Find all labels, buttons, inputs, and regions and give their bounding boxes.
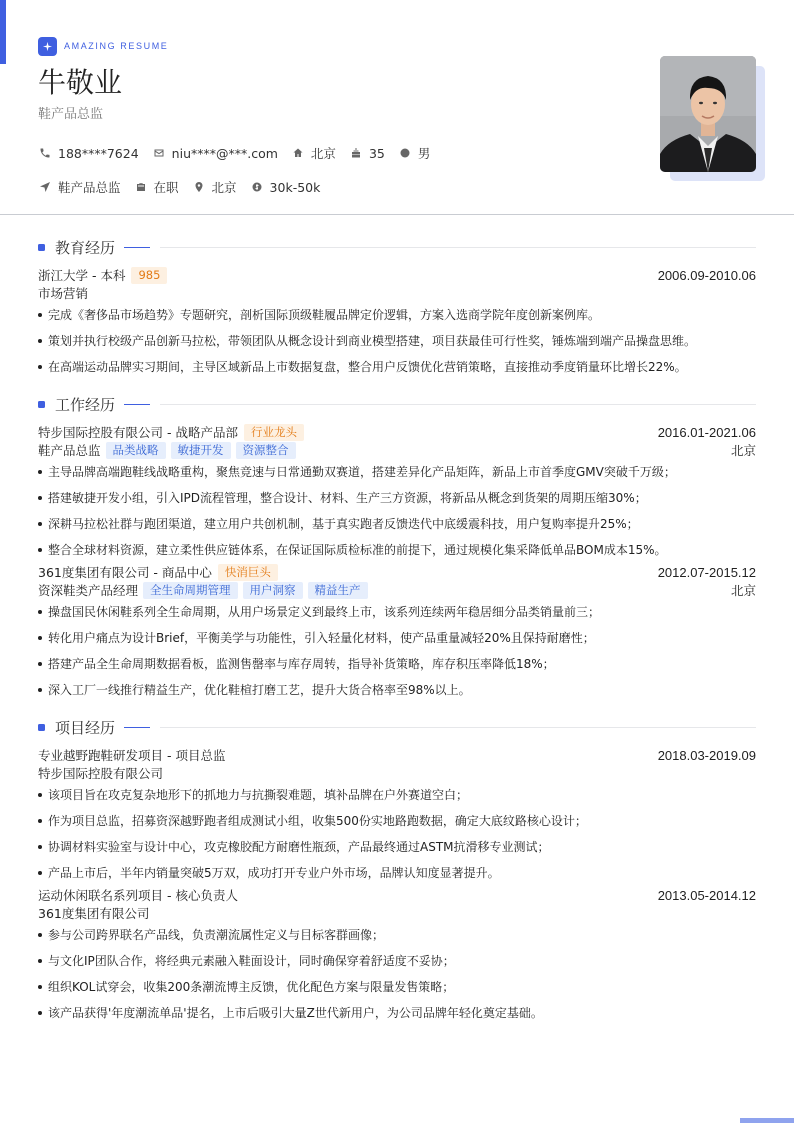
section-accent-line (124, 247, 150, 248)
section-accent-line (124, 727, 150, 728)
entry-subheader (38, 904, 756, 922)
phone-icon (38, 146, 52, 160)
send-icon (38, 180, 52, 194)
school-tag: 985 (131, 267, 167, 284)
list-item: 产品上市后，半年内销量突破5万双，成功打开专业户外市场，品牌认知度显著提升。 (38, 864, 756, 882)
list-item: 该项目旨在攻克复杂地形下的抓地力与抗撕裂难题，填补品牌在户外赛道空白； (38, 786, 756, 804)
gender-item (398, 144, 431, 162)
list-item: 组织KOL试穿会，收集200条潮流博主反馈，优化配色方案与限量发售策略； (38, 978, 756, 996)
email-value: niu****@***.com (171, 145, 278, 161)
cake-icon (349, 146, 363, 160)
target-position-value: 鞋产品总监 (58, 180, 121, 195)
skill-tag: 全生命周期管理 (143, 582, 238, 599)
location-pin-icon (192, 180, 206, 194)
work-section-title (38, 394, 756, 414)
entry-subheader (38, 284, 756, 302)
city-item (291, 144, 336, 162)
work-entry (38, 423, 756, 559)
list-item: 操盘国民休闲鞋系列全生命周期，从用户场景定义到最终上市，该系列连续两年稳居细分品类销量前三； (38, 603, 756, 621)
list-item: 该产品获得'年度潮流单品'提名，上市后吸引大量Z世代新用户，为公司品牌年轻化奠定基础。 (38, 1004, 756, 1022)
phone-value: 188****7624 (58, 145, 139, 161)
entry-header (38, 746, 756, 764)
section-rule (160, 404, 756, 405)
person-title: 鞋产品总监 (38, 107, 104, 122)
project-bullets (38, 786, 756, 882)
entry-header (38, 886, 756, 904)
left-accent-bar (0, 0, 6, 64)
list-item: 深入工厂一线推行精益生产，优化鞋楦打磨工艺，提升大货合格率至98%以上。 (38, 681, 756, 699)
company-name: 特步国际控股有限公司 - 战略产品部 (38, 425, 238, 440)
gender-value: 男 (417, 146, 431, 161)
section-heading: 教育经历 (55, 238, 116, 257)
skill-tag: 精益生产 (308, 582, 368, 599)
skill-tag: 敏捷开发 (171, 442, 231, 459)
section-heading: 工作经历 (55, 395, 116, 414)
project-bullets (38, 926, 756, 1022)
gender-icon (398, 146, 412, 160)
section-accent-line (124, 404, 150, 405)
work-bullets (38, 603, 756, 699)
briefcase-icon (134, 180, 148, 194)
project-date: 2013.05-2014.12 (657, 887, 756, 903)
project-date: 2018.03-2019.09 (657, 747, 756, 763)
home-icon (291, 146, 305, 160)
job-intent-row (38, 178, 638, 196)
project-company: 361度集团有限公司 (38, 906, 150, 921)
skill-tag: 用户洞察 (243, 582, 303, 599)
entry-subheader (38, 441, 756, 459)
target-city-item (192, 178, 237, 196)
education-date: 2006.09-2010.06 (657, 267, 756, 283)
sparkle-icon (38, 37, 57, 56)
list-item: 在高端运动品牌实习期间，主导区域新品上市数据复盘，整合用户反馈优化营销策略，直接推动季度销量环比增长22%。 (38, 358, 756, 376)
mail-icon (152, 146, 166, 160)
email-item (152, 146, 278, 161)
salary-item (250, 180, 321, 195)
city-value: 北京 (310, 146, 336, 161)
position: 鞋产品总监 (38, 443, 101, 458)
target-position-item (38, 178, 121, 196)
list-item: 与文化IP团队合作，将经典元素融入鞋面设计，同时确保穿着舒适度不妥协； (38, 952, 756, 970)
person-name: 牛敬业 (38, 66, 123, 99)
work-location: 北京 (730, 443, 756, 458)
resume-header (38, 36, 638, 196)
education-bullets (38, 306, 756, 376)
list-item: 整合全球材料资源，建立柔性供应链体系，在保证国际质检标准的前提下，通过规模化集采降低单品BOM成本15%。 (38, 541, 756, 559)
company-name: 361度集团有限公司 - 商品中心 (38, 565, 212, 580)
age-value: 35 (368, 145, 385, 161)
profile-photo (660, 56, 765, 181)
list-item: 深耕马拉松社群与跑团渠道，建立用户共创机制，基于真实跑者反馈迭代中底缓震科技，用户复购率提升25%； (38, 515, 756, 533)
project-entry (38, 746, 756, 882)
target-city-value: 北京 (211, 180, 237, 195)
list-item: 参与公司跨界联名产品线，负责潮流属性定义与目标客群画像； (38, 926, 756, 944)
list-item: 作为项目总监，招募资深越野跑者组成测试小组，收集500份实地路跑数据，确定大底纹路核心设计； (38, 812, 756, 830)
list-item: 搭建产品全生命周期数据看板，监测售罄率与库存周转，指导补货策略，库存积压率降低18%； (38, 655, 756, 673)
list-item: 转化用户痛点为设计Brief，平衡美学与功能性，引入轻量化材料，使产品重量减轻20%且保持耐磨性； (38, 629, 756, 647)
company-tag: 行业龙头 (244, 424, 304, 441)
entry-header (38, 423, 756, 441)
education-entry (38, 266, 756, 376)
entry-header (38, 563, 756, 581)
entry-header (38, 266, 756, 284)
major: 市场营销 (38, 286, 89, 301)
skill-tag: 品类战略 (106, 442, 166, 459)
project-entry (38, 886, 756, 1022)
list-item: 主导品牌高端跑鞋线战略重构，聚焦竞速与日常通勤双赛道，搭建差异化产品矩阵，新品上市首季度GMV突破千万级； (38, 463, 756, 481)
avatar (660, 56, 756, 172)
salary-value: 30k-50k (269, 179, 321, 195)
projects-section-title (38, 717, 756, 737)
company-tag: 快消巨头 (218, 564, 278, 581)
skill-tag: 资源整合 (236, 442, 296, 459)
work-date: 2012.07-2015.12 (657, 564, 756, 580)
project-name: 运动休闲联名系列项目 - 核心负责人 (38, 888, 238, 903)
phone-item (38, 146, 139, 161)
position: 资深鞋类产品经理 (38, 583, 139, 598)
education-section-title (38, 237, 756, 257)
project-name: 专业越野跑鞋研发项目 - 项目总监 (38, 748, 226, 763)
contact-row (38, 144, 638, 162)
project-company: 特步国际控股有限公司 (38, 766, 164, 781)
list-item: 搭建敏捷开发小组，引入IPD流程管理，整合设计、材料、生产三方资源，将新品从概念到货架的周期压缩30%； (38, 489, 756, 507)
section-marker (38, 401, 45, 408)
list-item: 完成《奢侈品市场趋势》专题研究，剖析国际顶级鞋履品牌定价逻辑，方案入选商学院年度创新案例库。 (38, 306, 756, 324)
work-location: 北京 (730, 583, 756, 598)
section-marker (38, 244, 45, 251)
work-date: 2016.01-2021.06 (657, 424, 756, 440)
section-marker (38, 724, 45, 731)
money-icon (250, 180, 264, 194)
header-divider (0, 214, 794, 215)
brand (38, 36, 638, 56)
entry-subheader (38, 581, 756, 599)
status-value: 在职 (153, 180, 179, 195)
section-heading: 项目经历 (55, 718, 116, 737)
brand-text: AMAZING RESUME (64, 41, 169, 51)
section-rule (160, 727, 756, 728)
section-rule (160, 247, 756, 248)
list-item: 策划并执行校级产品创新马拉松，带领团队从概念设计到商业模型搭建，项目获最佳可行性奖，锤炼端到端产品操盘思维。 (38, 332, 756, 350)
entry-subheader (38, 764, 756, 782)
list-item: 协调材料实验室与设计中心，攻克橡胶配方耐磨性瓶颈，产品最终通过ASTM抗滑移专业测试； (38, 838, 756, 856)
status-item (134, 178, 179, 196)
school-name: 浙江大学 - 本科 (38, 268, 126, 283)
work-bullets (38, 463, 756, 559)
age-item (349, 146, 385, 161)
bottom-accent-bar (740, 1118, 794, 1123)
work-entry (38, 563, 756, 699)
